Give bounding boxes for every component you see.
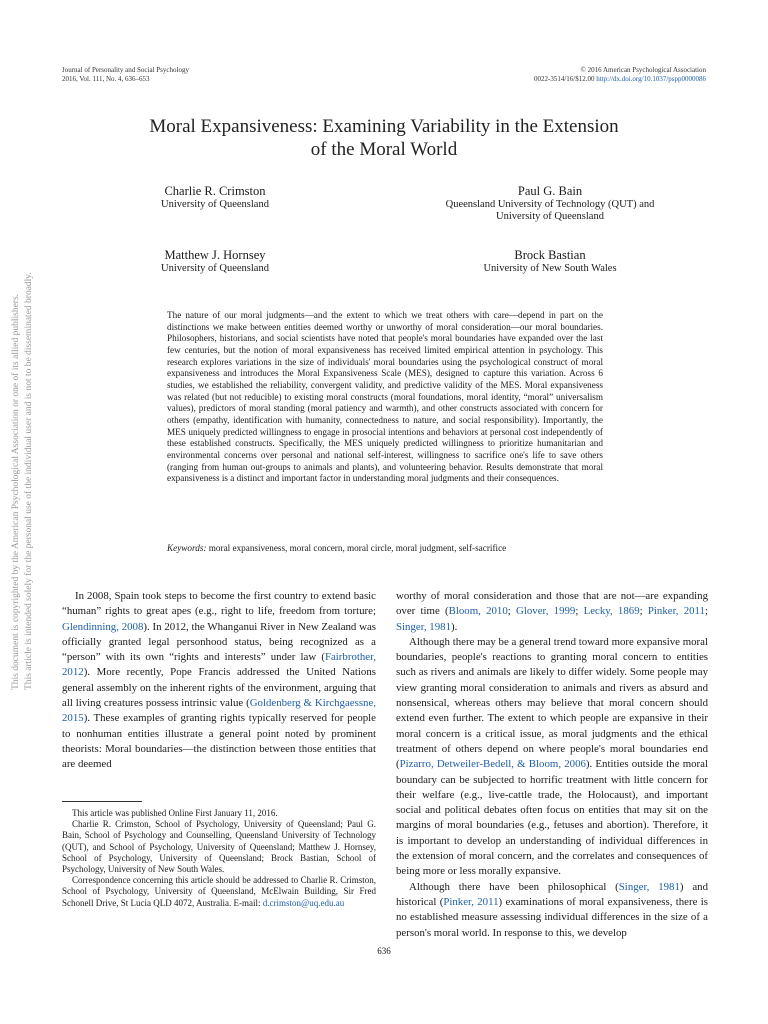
keywords-list: moral expansiveness, moral concern, moral circle, moral judgment, self-sacrifice <box>208 543 507 553</box>
citation-link[interactable]: Glover, 1999 <box>516 605 576 618</box>
citation-link[interactable]: Lecky, 1869 <box>583 605 640 618</box>
citation-link[interactable]: Singer, 1981 <box>396 620 451 633</box>
left-column <box>62 589 376 773</box>
footnote-published: This article was published Online First January 11, 2016. <box>72 808 278 818</box>
keywords-label: Keywords: <box>167 543 207 553</box>
citation-link[interactable]: Bloom, 2010 <box>448 605 508 618</box>
side-notice-line-1: This document is copyrighted by the American Psychological Association or one of its allied publishers. <box>11 293 21 690</box>
footnote-affiliations: Charlie R. Crimston, School of Psychology, University of Queensland; Paul G. Bain, School of Psychology and Counselling, Queensland University of Technology (QUT), and School of Psychology, University of Queensland; Matthew J. Hornsey, School of Psychology, University of Queensland; Brock Bastian, School of Psychology, University of New South Wales. <box>62 819 376 875</box>
copyright-line: © 2016 American Psychological Association <box>580 66 706 74</box>
body-paragraph: worthy of moral consideration and those that are not—are expanding over time (Bloom, 2010; Glover, 1999; Lecky, 1869; Pinker, 2011; Singer, 1981). <box>396 590 708 633</box>
journal-name: Journal of Personality and Social Psychology <box>62 66 189 74</box>
title-line-2: of the Moral World <box>310 139 458 160</box>
citation-link[interactable]: Pinker, 2011 <box>443 895 499 908</box>
author-affiliation: University of Queensland <box>161 199 269 210</box>
body-paragraph: Although there have been philosophical (Singer, 1981) and historical (Pinker, 2011) examinations of moral expansiveness, there is no established measure assessing individual differences in the size of a person's moral world. In response to this, we develop <box>396 880 708 939</box>
author-affiliation: Queensland University of Technology (QUT) and <box>445 199 655 210</box>
author-block-4 <box>400 248 700 275</box>
citation-link[interactable]: Singer, 1981 <box>618 880 680 893</box>
author-affiliation: University of Queensland <box>161 263 269 274</box>
right-column <box>396 589 708 941</box>
title-line-1: Moral Expansiveness: Examining Variability in the Extension <box>149 116 619 137</box>
author-name: Brock Bastian <box>514 248 586 262</box>
issn-doi-line <box>534 75 706 84</box>
page-number: 636 <box>377 946 391 956</box>
footnote-divider <box>62 801 142 802</box>
author-block-3 <box>65 248 365 275</box>
keywords <box>167 542 603 554</box>
journal-header <box>62 66 189 83</box>
author-block-2 <box>400 184 700 223</box>
citation-link[interactable]: Fairbrother, 2012 <box>62 651 376 679</box>
author-affiliation-2: University of Queensland <box>496 211 604 222</box>
article-title <box>0 115 768 161</box>
email-link[interactable]: d.crimston@uq.edu.au <box>262 897 345 908</box>
author-name: Paul G. Bain <box>517 184 583 198</box>
body-paragraph: Although there may be a general trend toward more expansive moral boundaries, people's reactions to granting moral concern to entities such as rivers and animals are likely to differ widely. Some people may view granting moral consideration to animals and rivers as absurd and nonsensical, whereas others may believe that moral concern should extend even further. The extent to which people are expansive in their moral concern is a critical issue, as moral judgments and the ethical treatment of others depend on where people's moral boundaries end (Pizarro, Detweiler-Bedell, & Bloom, 2006). Entities outside the moral boundary can be subjected to horrific treatment with little concern for their welfare (e.g., live-cattle trade, the Holocaust), and important social and political debates often focus on entities that may sit on the margins of moral boundaries (e.g., fetuses and abortion). Therefore, it is important to develop an understanding of individual differences in the extension of moral concern, and the correlates and consequences of being more or less morally expansive. <box>396 635 708 878</box>
abstract: The nature of our moral judgments—and the extent to which we treat others with care—depend in part on the distinctions we make between entities deemed worthy or unworthy of moral consideration—our moral boundaries. Philosophers, historians, and social scientists have noted that people's moral boundaries have expanded over the last few centuries, but the notion of moral expansiveness has received limited empirical attention in psychology. This research explores variations in the size of individuals' moral boundaries using the psychological construct of moral expansiveness and introduces the Moral Expansiveness Scale (MES), designed to capture this variation. Across 6 studies, we established the reliability, convergent validity, and predictive validity of the MES. Moral expansiveness was related (but not reducible) to existing moral constructs (moral foundations, moral identity, “moral” universalism values), predictors of moral standing (moral patiency and warmth), and other constructs associated with concern for others (empathy, identification with humanity, connectedness to nature, and social responsibility). Importantly, the MES uniquely predicted willingness to engage in prosocial intentions and behaviors at personal cost independently of these established constructs. Specifically, the MES uniquely predicted willingness to prioritize humanitarian and environmental concerns over personal and national self-interest, willingness to sacrifice one's life to save others (ranging from human out-groups to animals and plants), and volunteering behavior. Results demonstrate that moral expansiveness is a distinct and important factor in understanding moral judgments and their consequences. <box>167 310 603 484</box>
citation-link[interactable]: Pizarro, Detweiler-Bedell, & Bloom, 2006 <box>399 758 586 771</box>
citation-link[interactable]: Goldenberg & Kirchgaessne, 2015 <box>62 697 376 725</box>
journal-volume: 2016, Vol. 111, No. 4, 636–653 <box>62 74 150 83</box>
body-paragraph: In 2008, Spain took steps to become the first country to extend basic “human” rights to great apes (e.g., right to life, freedom from torture; Glendinning, 2008). In 2012, the Whanganui River in New Zealand was officially granted legal personhood status, being recognized as a “person” with its own “rights and interests” under law (Fairbrother, 2012). More recently, Pope Francis addressed the United Nations general assembly on the inherent rights of the environment, arguing that all living creatures possess intrinsic value (Goldenberg & Kirchgaessne, 2015). These examples of granting rights typically reserved for people to nonhuman entities illustrate a general point noted by prominent theorists: Moral boundaries—the distinction between those entities that are deemed <box>62 590 376 771</box>
copyright-side-notice <box>10 272 34 690</box>
doi-link[interactable]: http://dx.doi.org/10.1037/pspp0000086 <box>596 74 706 83</box>
author-block-1 <box>65 184 365 211</box>
author-name: Charlie R. Crimston <box>164 184 266 198</box>
side-notice-line-2: This article is intended solely for the personal use of the individual user and is not to be disseminated broadly. <box>23 272 34 690</box>
footnote-correspondence: Correspondence concerning this article should be addressed to Charlie R. Crimston, School of Psychology, University of Queensland, McElwain Building, Sir Fred Schonell Drive, St Lucia QLD 4072, Australia. E-mail: d.crimston@uq.edu.au <box>62 875 376 908</box>
issn: 0022-3514/16/$12.00 <box>534 74 595 83</box>
copyright-header <box>534 66 706 83</box>
citation-link[interactable]: Pinker, 2011 <box>647 605 705 618</box>
author-affiliation: University of New South Wales <box>483 263 617 274</box>
footnote <box>62 808 376 909</box>
citation-link[interactable]: Glendinning, 2008 <box>62 620 144 633</box>
author-name: Matthew J. Hornsey <box>164 248 266 262</box>
